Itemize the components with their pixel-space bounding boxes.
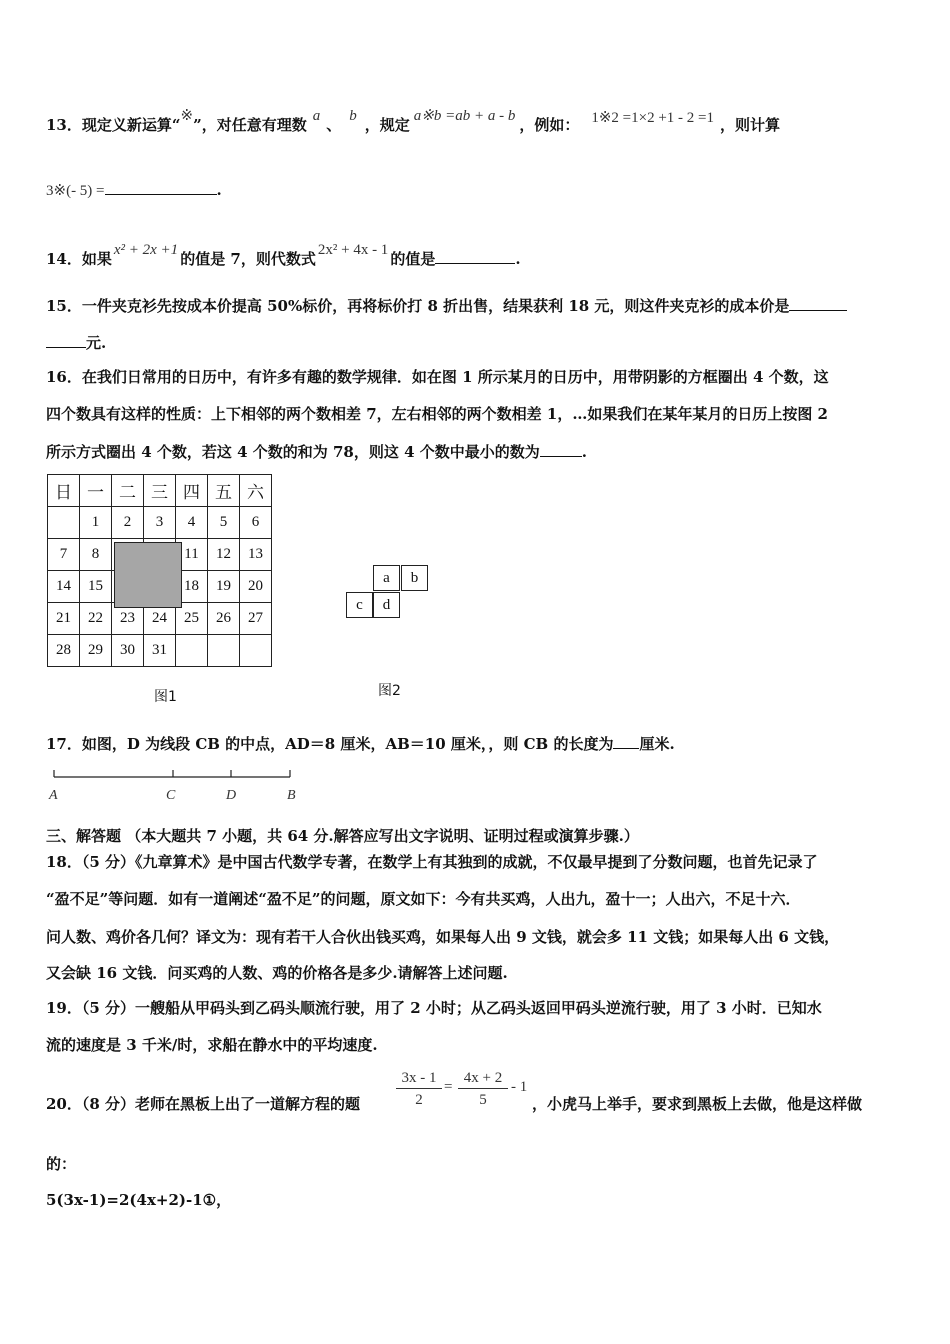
q20-text-b: ，小虎马上举手，要求到黑板上去做，他是这样做 (532, 1095, 863, 1113)
q13-text-b: ”，对任意有理数 (193, 116, 307, 134)
calendar-cell: 20 (240, 571, 272, 603)
calendar-header-cell: 二 (112, 475, 144, 507)
q20-tail: - 1 (511, 1079, 528, 1095)
segment-diagram (50, 768, 300, 784)
q16-text-3: 所示方式圈出 4 个数，若这 4 个数的和为 78，则这 4 个数中最小的数为 (46, 443, 540, 461)
q15-text-2: 元. (86, 334, 107, 352)
q16-answer-blank[interactable] (540, 442, 582, 457)
calendar-cell: 5 (208, 507, 240, 539)
fig2-cell-a: a (373, 565, 400, 591)
q20-den2: 5 (479, 1092, 487, 1108)
section-3-heading: 三、解答题 （本大题共 7 小题，共 64 分.解答应写出文字说明、证明过程或演算步骤.） (46, 827, 639, 845)
q20-text-a: 20．（8 分）老师在黑板上出了一道解方程的题 (46, 1095, 361, 1113)
calendar-header-cell: 一 (80, 475, 112, 507)
calendar-cell (48, 507, 80, 539)
calendar-cell: 13 (240, 539, 272, 571)
calendar-cell: 19 (208, 571, 240, 603)
q13-text-d: ，例如： (519, 116, 580, 134)
calendar-cell: 12 (208, 539, 240, 571)
calendar-cell: 14 (48, 571, 80, 603)
calendar-header-cell: 五 (208, 475, 240, 507)
q14-expr1: x² + 2x +1 (113, 242, 179, 258)
figure1-caption: 图1 (154, 689, 177, 705)
q15-line1 (46, 296, 847, 316)
q15-text-1: 15．一件夹克衫先按成本价提高 50%标价，再将标价打 8 折出售，结果获利 18 元，则这件夹克衫的成本价是 (46, 297, 790, 315)
q16-end: . (581, 443, 587, 461)
calendar-cell: 30 (112, 635, 144, 667)
calendar-cell: 22 (80, 603, 112, 635)
q20-fraction-1 (396, 1069, 442, 1111)
q18-line1: 18．（5 分）《九章算术》是中国古代数学专著，在数学上有其独到的成就，不仅最早提到了分数问题，也首先记录了 (46, 853, 818, 871)
q17-end: 厘米. (639, 735, 675, 753)
calendar-cell: 2 (112, 507, 144, 539)
calendar-cell: 25 (176, 603, 208, 635)
q14-expr2: 2x² + 4x - 1 (317, 242, 389, 258)
calendar-cell: 8 (80, 539, 112, 571)
q20-num1: 3x - 1 (396, 1069, 442, 1089)
q14-text-c: 的值是 (390, 250, 436, 268)
q14-end: . (515, 250, 521, 268)
point-label-a: A (49, 788, 58, 803)
calendar-cell: 29 (80, 635, 112, 667)
q15-answer-blank-1[interactable] (789, 296, 847, 311)
q13-end: . (216, 181, 222, 199)
q20-fraction-2 (458, 1069, 508, 1111)
fig2-cell-c: c (346, 592, 373, 618)
q13-answer-blank[interactable] (105, 180, 217, 195)
calendar-header-cell: 四 (176, 475, 208, 507)
calendar-cell: 4 (176, 507, 208, 539)
q16-line1: 16．在我们日常用的日历中，有许多有趣的数学规律．如在图 1 所示某月的日历中，用带阴影的方框圈出 4 个数，这 (46, 368, 829, 386)
calendar-cell: 24 (144, 603, 176, 635)
q14-answer-blank[interactable] (435, 249, 515, 264)
q13-text-a: 13．现定义新运算“ (46, 116, 181, 134)
calendar-header-cell: 三 (144, 475, 176, 507)
q20-den1: 2 (415, 1092, 423, 1108)
q13-var-b: b (349, 108, 357, 124)
q13-example: 1※2 =1×2 +1 - 2 =1 (591, 110, 714, 126)
q13-var-a: a (312, 108, 321, 124)
q20-step1: 5(3x-1)=2(4x+2)-1①， (46, 1191, 232, 1209)
calendar-cell: 15 (80, 571, 112, 603)
q13-sep: 、 (326, 116, 342, 134)
point-label-b: B (287, 788, 296, 803)
calendar-header-row (48, 475, 272, 507)
calendar-cell (176, 635, 208, 667)
fig2-cell-d: d (373, 592, 400, 618)
calendar-cell: 21 (48, 603, 80, 635)
q20-equals: = (444, 1079, 453, 1095)
q15-answer-blank-2[interactable] (46, 333, 86, 348)
calendar-cell: 7 (48, 539, 80, 571)
calendar-cell (208, 635, 240, 667)
q17-answer-blank[interactable] (613, 734, 639, 749)
figure2-caption: 图2 (378, 683, 401, 699)
q13-line1 (46, 108, 781, 136)
q17-text: 17．如图，D 为线段 CB 的中点，AD＝8 厘米，AB＝10 厘米，，则 CB 的长度为 (46, 735, 614, 753)
q14-text-b: 的值是 7，则代数式 (180, 250, 316, 268)
q16-line3 (46, 442, 587, 462)
q18-line3: 问人数、鸡价各几何？译文为：现有若干人合伙出钱买鸡，如果每人出 9 文钱，就会多 11 文钱；如果每人出 6 文钱， (46, 928, 840, 946)
point-label-c: C (166, 788, 176, 803)
calendar-row (48, 507, 272, 539)
calendar-cell (240, 635, 272, 667)
q20-num2: 4x + 2 (458, 1069, 508, 1089)
calendar-cell: 1 (80, 507, 112, 539)
q18-line4: 又会缺 16 文钱．问买鸡的人数、鸡的价格各是多少.请解答上述问题. (46, 964, 508, 982)
q17-line (46, 734, 675, 754)
calendar-shaded-box (114, 542, 182, 608)
q13-line2 (46, 180, 222, 201)
calendar-cell: 11 (176, 539, 208, 571)
q13-rule: a※b =ab + a - b (413, 108, 516, 124)
calendar-header-cell: 六 (240, 475, 272, 507)
q18-line2: “盈不足”等问题．如有一道阐述“盈不足”的问题，原文如下：今有共买鸡，人出九，盈十一；人出六，不足十六． (46, 890, 801, 908)
q14-text-a: 14．如果 (46, 250, 112, 268)
q13-text-c: ，规定 (364, 116, 410, 134)
calendar-cell: 18 (176, 571, 208, 603)
calendar-cell: 28 (48, 635, 80, 667)
calendar-cell: 23 (112, 603, 144, 635)
fig2-cell-b: b (401, 565, 428, 591)
calendar-cell: 6 (240, 507, 272, 539)
calendar-cell: 31 (144, 635, 176, 667)
q19-line1: 19．（5 分）一艘船从甲码头到乙码头顺流行驶，用了 2 小时；从乙码头返回甲码头逆流行驶，用了 3 小时．已知水 (46, 999, 822, 1017)
q16-line2: 四个数具有这样的性质：上下相邻的两个数相差 7，左右相邻的两个数相差 1，…如果我们在某年某月的日历上按图 2 (46, 405, 828, 423)
q14-line (46, 242, 521, 270)
q15-line2 (46, 333, 106, 353)
q20-line2: 的： (46, 1155, 77, 1173)
calendar-cell: 27 (240, 603, 272, 635)
calendar-cell: 3 (144, 507, 176, 539)
q13-op-symbol: ※ (180, 108, 194, 124)
calendar-row (48, 635, 272, 667)
q13-expr: 3※(- 5) = (46, 183, 105, 199)
calendar-header-cell: 日 (48, 475, 80, 507)
q13-text-e: ，则计算 (720, 116, 781, 134)
calendar-cell: 26 (208, 603, 240, 635)
point-label-d: D (226, 788, 237, 803)
q19-line2: 流的速度是 3 千米/时，求船在静水中的平均速度. (46, 1036, 378, 1054)
